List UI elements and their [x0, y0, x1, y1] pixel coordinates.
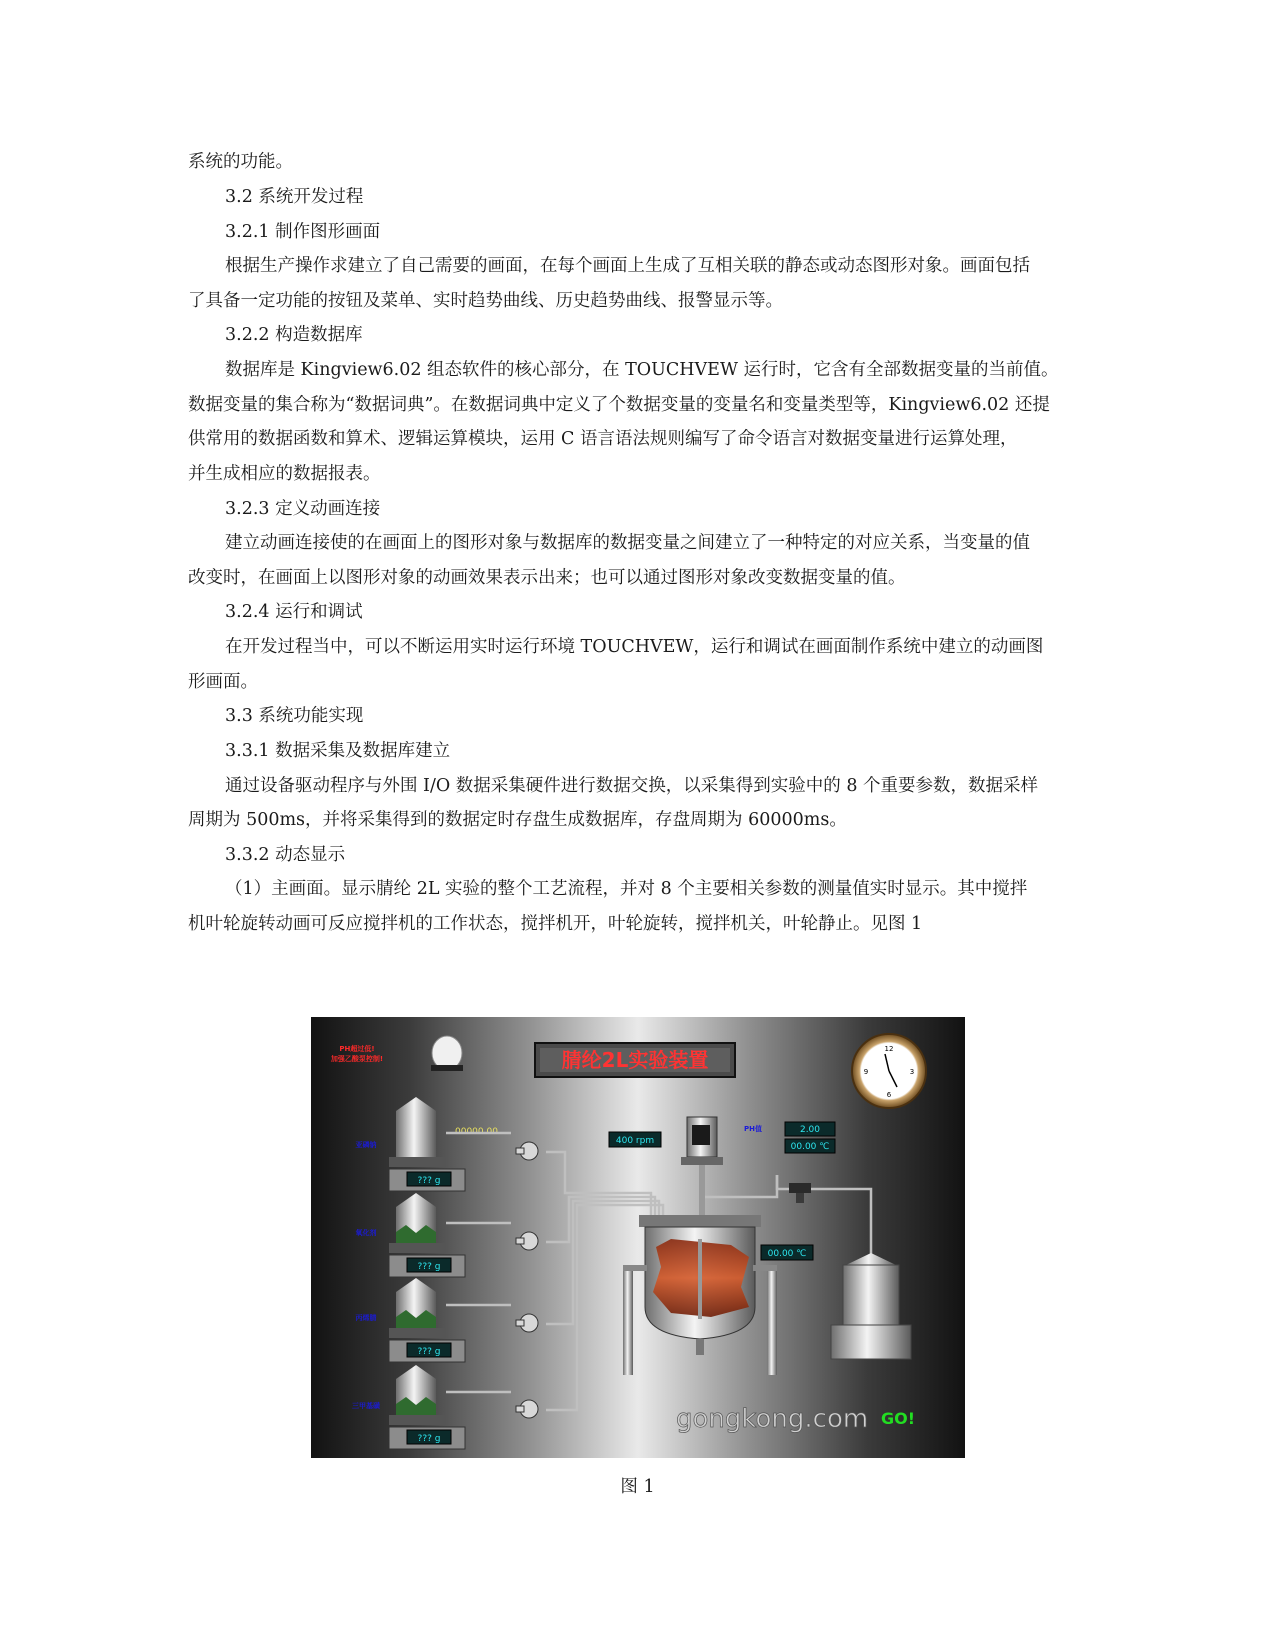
- clock-icon: [852, 1034, 926, 1108]
- alarm-indicator: [330, 1036, 463, 1071]
- section-heading: 3.2.2 构造数据库: [225, 325, 363, 345]
- svg-text:12: 12: [884, 1045, 894, 1053]
- counter-value: 00000.00: [455, 1127, 498, 1137]
- paragraph-line: 了具备一定功能的按钮及菜单、实时趋势曲线、历史趋势曲线、报警显示等。: [188, 291, 783, 311]
- section-heading: 3.3.1 数据采集及数据库建立: [225, 741, 451, 761]
- ph-value: 2.00: [799, 1125, 821, 1135]
- alarm-text: PH超过低!: [339, 1045, 375, 1053]
- section-heading: 3.3.2 动态显示: [225, 845, 346, 865]
- paragraph-line: 周期为 500ms，并将采集得到的数据定时存盘生成数据库，存盘周期为 60000ms。: [188, 810, 847, 830]
- paragraph-line: 数据库是 Kingview6.02 组态软件的核心部分，在 TOUCHVEW 运行时，它含有全部数据变量的当前值。: [225, 360, 1059, 380]
- reactor-temp: 00.00 ℃: [767, 1249, 807, 1259]
- paragraph-line: 数据变量的集合称为“数据词典”。在数据词典中定义了个数据变量的变量名和变量类型等，Kingview6.02 还提: [188, 395, 1050, 415]
- scada-diagram: [311, 1017, 965, 1458]
- svg-text:3: 3: [909, 1068, 915, 1076]
- stirrer-speed: 400 rpm: [615, 1136, 655, 1146]
- go-label: GO!: [881, 1409, 916, 1428]
- feed-reading: ??? g: [417, 1434, 441, 1444]
- pump-icon: [516, 1142, 538, 1418]
- feed-reading: ??? g: [417, 1347, 441, 1357]
- paragraph-line: 通过设备驱动程序与外围 I/O 数据采集硬件进行数据交换，以采集得到实验中的 8 个重要参数，数据采样: [225, 776, 1039, 796]
- alarm-text: 加强乙酸泵控制!: [330, 1055, 384, 1063]
- feed-tank: [356, 1097, 466, 1191]
- feed-tank: [356, 1193, 466, 1277]
- paragraph-line: （1）主画面。显示腈纶 2L 实验的整个工艺流程，并对 8 个主要相关参数的测量值实时显示。其中搅拌: [225, 879, 1028, 899]
- storage-tank: [831, 1253, 911, 1359]
- feed-label: 三甲基磺: [352, 1402, 380, 1410]
- paragraph-line: 形画面。: [188, 672, 258, 692]
- svg-text:9: 9: [863, 1068, 869, 1076]
- feed-label: 氧化剂: [355, 1229, 377, 1237]
- title-plate: [535, 1043, 735, 1077]
- svg-text:6: 6: [886, 1091, 892, 1099]
- section-heading: 3.2.3 定义动画连接: [225, 499, 381, 519]
- figure-title: 腈纶2L实验装置: [561, 1048, 709, 1072]
- section-heading: 3.2 系统开发过程: [225, 187, 364, 207]
- paragraph-line: 建立动画连接使的在画面上的图形对象与数据库的数据变量之间建立了一种特定的对应关系，当变量的值: [225, 533, 1030, 553]
- stirrer-motor: [609, 1117, 723, 1223]
- paragraph-line: 并生成相应的数据报表。: [188, 464, 381, 484]
- ph-label: PH值: [744, 1125, 762, 1133]
- feed-tank: [356, 1278, 466, 1362]
- feed-label: 亚磷钠: [355, 1141, 377, 1149]
- reactor-vessel: [623, 1215, 813, 1375]
- watermark: gongkong.com: [676, 1404, 869, 1434]
- feed-label: 丙烯腈: [355, 1314, 377, 1322]
- paragraph-line: 供常用的数据函数和算术、逻辑运算模块，运用 C 语言语法规则编写了命令语言对数据变量进行运算处理，: [188, 429, 1018, 449]
- paragraph-line: 改变时，在画面上以图形对象的动画效果表示出来；也可以通过图形对象改变数据变量的值。: [188, 568, 906, 588]
- ph-sensor: [744, 1122, 835, 1203]
- paragraph-line: 系统的功能。: [188, 152, 293, 172]
- scada-figure: [311, 1017, 965, 1458]
- section-heading: 3.2.1 制作图形画面: [225, 222, 381, 242]
- section-heading: 3.2.4 运行和调试: [225, 602, 363, 622]
- feed-reading: ??? g: [417, 1262, 441, 1272]
- figure-caption: 图 1: [620, 1477, 655, 1497]
- feed-reading: ??? g: [417, 1176, 441, 1186]
- section-heading: 3.3 系统功能实现: [225, 706, 364, 726]
- paragraph-line: 在开发过程当中，可以不断运用实时运行环境 TOUCHVEW，运行和调试在画面制作系统中建立的动画图: [225, 637, 1044, 657]
- feed-tank: [352, 1365, 465, 1449]
- paragraph-line: 根据生产操作求建立了自己需要的画面，在每个画面上生成了互相关联的静态或动态图形对象。画面包括: [225, 256, 1030, 276]
- paragraph-line: 机叶轮旋转动画可反应搅拌机的工作状态，搅拌机开，叶轮旋转，搅拌机关，叶轮静止。见图 1: [188, 914, 923, 934]
- ph-temp: 00.00 ℃: [790, 1142, 830, 1152]
